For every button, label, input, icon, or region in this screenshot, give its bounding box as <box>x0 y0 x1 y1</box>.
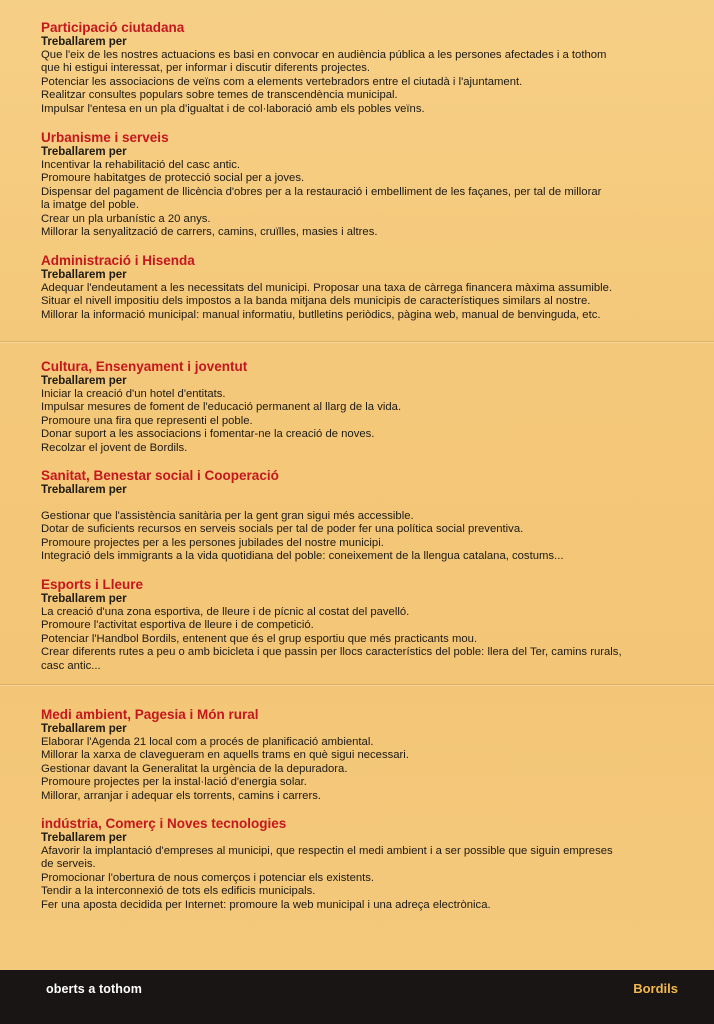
section-line: Promoure projectes per la instal·lació d'energia solar. <box>41 776 307 789</box>
section-line: Promoure l'activitat esportiva de lleure i de competició. <box>41 619 314 632</box>
section-participacio <box>41 20 691 116</box>
section-line: Elaborar l'Agenda 21 local com a procés de planificació ambiental. <box>41 736 374 748</box>
section-line: Afavorir la implantació d'empreses al municipi, que respectin el medi ambient i a ser possible que siguin empreses <box>41 845 613 857</box>
footer-town-name: Bordils <box>633 981 678 996</box>
section-line: Millorar la informació municipal: manual informatiu, butlletins periòdics, pàgina web, manual de benvinguda, etc. <box>41 308 601 321</box>
section-line: Iniciar la creació d'un hotel d'entitats. <box>41 388 226 400</box>
section-title: Urbanisme i serveis <box>41 130 169 145</box>
section-title: Cultura, Ensenyament i joventut <box>41 359 248 374</box>
section-line: Tendir a la interconnexió de tots els edificis municipals. <box>41 885 316 898</box>
section-line: La creació d'una zona esportiva, de lleure i de pícnic al costat del pavelló. <box>41 606 410 618</box>
section-title: indústria, Comerç i Noves tecnologies <box>41 816 287 831</box>
section-line: Dotar de suficients recursos en serveis socials per tal de poder fer una política social preventiva. <box>41 523 524 536</box>
section-line: Impulsar l'entesa en un pla d'igualtat i de col·laboració amb els pobles veïns. <box>41 102 425 115</box>
section-subtitle: Treballarem per <box>41 484 127 496</box>
section-line: Potenciar l'Handbol Bordils, entenent que és el grup esportiu que més practicants mou. <box>41 632 478 645</box>
section-line: Millorar, arranjar i adequar els torrents, camins i carrers. <box>41 789 322 802</box>
section-sanitat <box>41 468 691 564</box>
section-title: Sanitat, Benestar social i Cooperació <box>41 468 279 483</box>
section-line: Situar el nivell impositiu dels impostos a la banda mitjana dels municipis de característiques similars al nostre. <box>41 295 591 308</box>
section-line: Potenciar les associacions de veïns com a elements vertebradors entre el ciutadà i l'ajuntament. <box>41 75 523 88</box>
section-title: Esports i Lleure <box>41 577 144 592</box>
section-title: Administració i Hisenda <box>41 253 195 268</box>
section-line: Adequar l'endeutament a les necessitats del municipi. Proposar una taxa de càrrega financera màxima assumible. <box>41 282 613 294</box>
section-subtitle: Treballarem per <box>41 146 127 158</box>
spacer <box>41 497 691 510</box>
section-line: Gestionar que l'assistència sanitària per la gent gran sigui més accessible. <box>41 510 414 522</box>
section-medi-ambient <box>41 707 691 803</box>
section-title: Medi ambient, Pagesia i Món rural <box>41 707 259 722</box>
section-line: Gestionar davant la Generalitat la urgència de la depuradora. <box>41 762 348 775</box>
section-subtitle: Treballarem per <box>41 375 127 387</box>
section-line: Recolzar el jovent de Bordils. <box>41 441 188 454</box>
section-urbanisme <box>41 130 691 239</box>
section-line: Promocionar l'obertura de nous comerços i potenciar els existents. <box>41 871 375 884</box>
section-line: Crear diferents rutes a peu o amb bicicleta i que passin per llocs característics del poble: llera del Ter, camins rurals, <box>41 646 622 659</box>
section-subtitle: Treballarem per <box>41 723 127 735</box>
section-line: casc antic... <box>41 659 101 672</box>
section-line: la imatge del poble. <box>41 199 139 212</box>
section-line: Integració dels immigrants a la vida quotidiana del poble: coneixement de la llengua catalana, costums... <box>41 550 564 563</box>
footer-slogan: oberts a tothom <box>46 982 142 996</box>
section-line: Crear un pla urbanístic a 20 anys. <box>41 212 211 225</box>
section-line: Promoure habitatges de protecció social per a joves. <box>41 172 305 185</box>
section-line: Impulsar mesures de foment de l'educació permanent al llarg de la vida. <box>41 401 402 414</box>
section-line: Que l'eix de les nostres actuacions es basi en convocar en audiència pública a les persones afectades i a tothom <box>41 49 607 61</box>
section-line: Donar suport a les associacions i fomentar-ne la creació de noves. <box>41 428 375 441</box>
section-line: de serveis. <box>41 858 96 871</box>
section-line: Millorar la xarxa de clavegueram en aquells trams en què sigui necessari. <box>41 749 409 762</box>
section-title: Participació ciutadana <box>41 20 185 35</box>
section-line: Promoure projectes per a les persones jubilades del nostre municipi. <box>41 536 384 549</box>
fold-line-1 <box>0 341 714 342</box>
section-subtitle: Treballarem per <box>41 36 127 48</box>
section-industria <box>41 816 691 912</box>
section-esports <box>41 577 691 673</box>
section-line: Incentivar la rehabilitació del casc antic. <box>41 159 241 171</box>
section-line: que hi estigui interessat, per informar i discutir diferents projectes. <box>41 62 371 75</box>
section-subtitle: Treballarem per <box>41 593 127 605</box>
section-line: Fer una aposta decidida per Internet: promoure la web municipal i una adreça electrònica. <box>41 898 491 911</box>
section-administracio <box>41 253 691 322</box>
section-line: Dispensar del pagament de llicència d'obres per a la restauració i embelliment de les façanes, per tal de millorar <box>41 185 602 198</box>
footer-bar <box>0 970 714 1024</box>
section-cultura <box>41 359 691 455</box>
section-subtitle: Treballarem per <box>41 269 127 281</box>
section-line: Promoure una fira que representi el poble. <box>41 414 253 427</box>
fold-line-2 <box>0 684 714 685</box>
section-line: Realitzar consultes populars sobre temes de transcendència municipal. <box>41 89 398 102</box>
section-line: Millorar la senyalització de carrers, camins, cruïlles, masies i altres. <box>41 226 378 239</box>
section-subtitle: Treballarem per <box>41 832 127 844</box>
